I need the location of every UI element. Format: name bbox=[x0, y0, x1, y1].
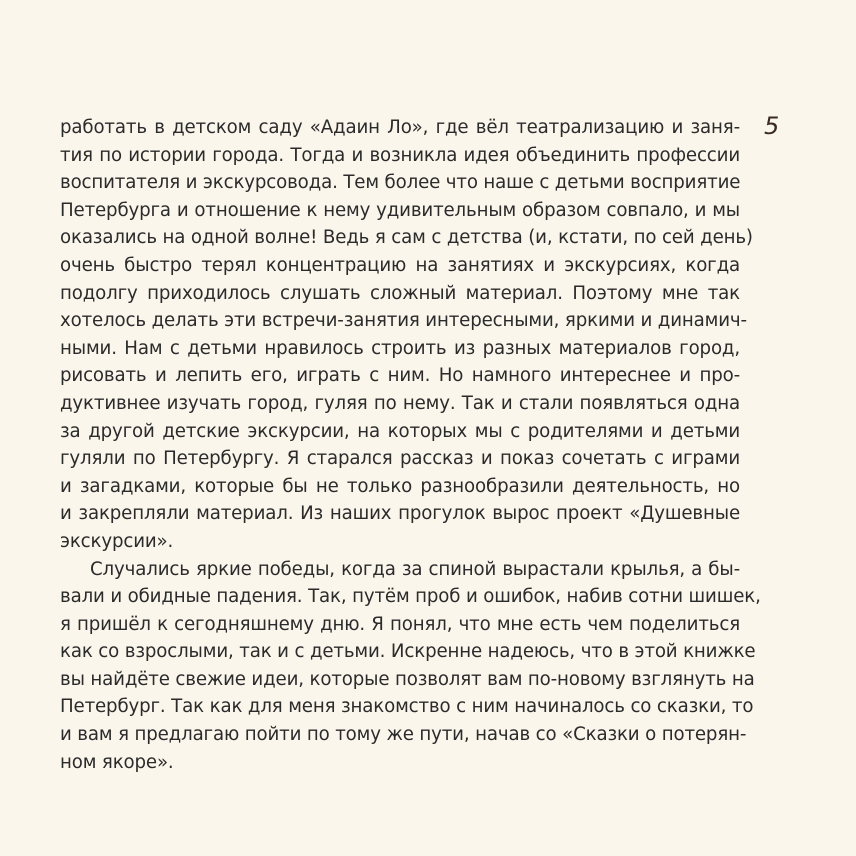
text-line: тия по истории города. Тогда и возникла идея объединить профессии bbox=[60, 144, 740, 166]
text-line: Петербурга и отношение к нему удивительным образом совпало, и мы bbox=[60, 199, 740, 221]
page-number: 5 bbox=[764, 112, 780, 140]
text-line: и закрепляли материал. Из наших прогулок вырос проект «Душевные bbox=[60, 503, 740, 525]
text-line: и вам я предлагаю пойти по тому же пути, начав со «Сказки о потерян- bbox=[60, 724, 747, 746]
text-line: я пришёл к сегодняшнему дню. Я понял, что мне есть чем поделиться bbox=[60, 613, 740, 635]
body-text bbox=[60, 114, 761, 776]
text-line: подолгу приходилось слушать сложный материал. Поэтому мне так bbox=[60, 282, 740, 304]
text-line: воспитателя и экскурсовода. Тем более что наше с детьми восприятие bbox=[60, 172, 741, 194]
text-line: экскурсии». bbox=[60, 530, 174, 552]
text-line: хотелось делать эти встречи-занятия интересными, яркими и динамич- bbox=[60, 310, 747, 332]
text-line: работать в детском саду «Адаин Ло», где вёл театрализацию и заня- bbox=[60, 117, 740, 138]
text-line: за другой детские экскурсии, на которых мы с родителями и детьми bbox=[60, 420, 740, 442]
text-line: гуляли по Петербургу. Я старался рассказ и показ сочетать с играми bbox=[60, 448, 740, 470]
text-line: дуктивнее изучать город, гуляя по нему. Так и стали появляться одна bbox=[60, 392, 740, 414]
text-line: очень быстро терял концентрацию на занятиях и экскурсиях, когда bbox=[60, 254, 740, 276]
paragraph-1 bbox=[60, 114, 753, 556]
text-line: вы найдёте свежие идеи, которые позволят вам по-новому взглянуть на bbox=[60, 668, 755, 690]
text-line: ными. Нам с детьми нравилось строить из разных материалов город, bbox=[60, 337, 740, 359]
text-line: Случались яркие победы, когда за спиной вырастали крылья, а бы- bbox=[90, 558, 740, 580]
text-line: рисовать и лепить его, играть с ним. Но намного интереснее и про- bbox=[60, 365, 740, 387]
text-line: как со взрослыми, так и с детьми. Искренне надеюсь, что в этой книжке bbox=[60, 641, 756, 663]
text-line: вали и обидные падения. Так, путём проб и ошибок, набив сотни шишек, bbox=[60, 586, 761, 608]
paragraph-2 bbox=[60, 556, 761, 777]
text-line: оказались на одной волне! Ведь я сам с детства (и, кстати, по сей день) bbox=[60, 227, 753, 249]
text-line: и загадками, которые бы не только разнообразили деятельность, но bbox=[60, 475, 740, 497]
text-line: ном якоре». bbox=[60, 751, 174, 773]
text-line: Петербург. Так как для меня знакомство с ним начиналось со сказки, то bbox=[60, 696, 754, 718]
